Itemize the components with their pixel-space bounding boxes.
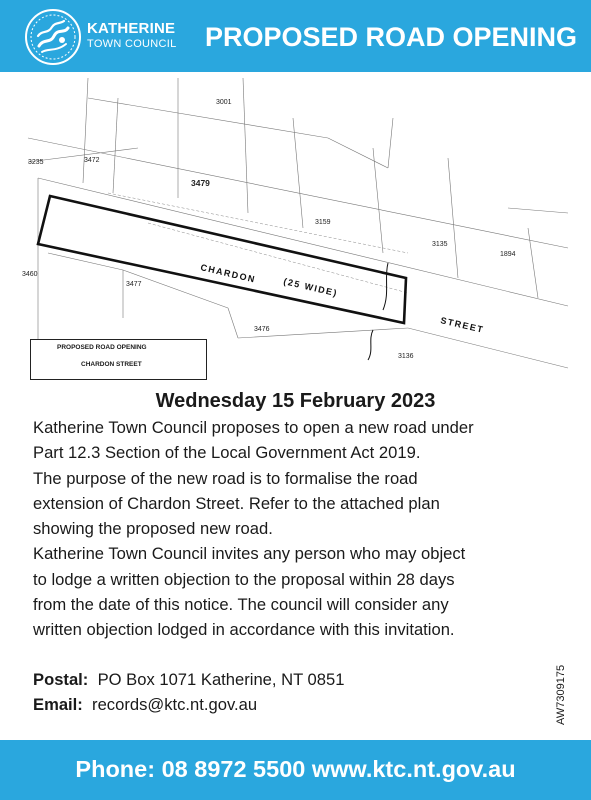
body-line: showing the proposed new road.	[33, 519, 273, 539]
lot-label: 3476	[254, 326, 270, 333]
email-label: Email:	[33, 695, 83, 715]
body-line: from the date of this notice. The council will consider any	[33, 595, 449, 615]
body-line: to lodge a written objection to the proposal within 28 days	[33, 569, 455, 589]
road-plan-map	[22, 78, 568, 380]
body-line: Katherine Town Council invites any person who may object	[33, 544, 466, 564]
postal-address: PO Box 1071 Katherine, NT 0851	[97, 670, 345, 689]
lot-label: 3136	[398, 353, 414, 360]
plan-label-box	[30, 339, 207, 380]
postal-label: Postal:	[33, 670, 89, 689]
email-row	[33, 692, 344, 717]
reference-code: AW7309175	[555, 664, 567, 725]
lot-label: 3235	[28, 159, 44, 166]
lot-label: 3159	[315, 219, 331, 226]
footer-banner	[0, 740, 591, 800]
email-address[interactable]: records@ktc.nt.gov.au	[92, 695, 258, 715]
lot-label: 3135	[432, 241, 448, 248]
body-line: extension of Chardon Street. Refer to the attached plan	[33, 493, 440, 513]
proposed-road-outline	[38, 196, 406, 323]
street-label-street: STREET	[439, 315, 486, 335]
notice-date: Wednesday 15 February 2023	[155, 390, 436, 412]
page-title: PROPOSED ROAD OPENING	[205, 22, 578, 52]
body-line: Katherine Town Council proposes to open a new road under	[33, 418, 474, 437]
lot-label: 3460	[22, 271, 38, 278]
postal-row	[33, 667, 344, 692]
footer-contact: Phone: 08 8972 5500 www.ktc.nt.gov.au	[75, 756, 516, 782]
street-label-chardon: CHARDON	[199, 262, 257, 285]
lot-label: 1894	[500, 251, 516, 258]
notice-body	[33, 415, 573, 643]
lot-label: 3472	[84, 157, 100, 164]
lot-label: 3001	[216, 99, 232, 106]
body-line: The purpose of the new road is to formalise the road	[33, 468, 418, 488]
body-line: Part 12.3 Section of the Local Government Act 2019.	[33, 443, 421, 463]
lot-label: 3477	[126, 281, 142, 288]
council-name: KATHERINE	[87, 20, 176, 37]
header-banner	[0, 0, 591, 72]
council-subtitle: TOWN COUNCIL	[87, 38, 177, 50]
lot-label: 3479	[191, 178, 210, 188]
plan-label-line2: CHARDON STREET	[81, 361, 142, 368]
street-label-width: (25 WIDE)	[282, 276, 339, 299]
body-line: written objection lodged in accordance with this invitation.	[33, 620, 455, 640]
contact-details	[33, 667, 344, 718]
council-logo-icon	[24, 8, 82, 66]
plan-label-line1: PROPOSED ROAD OPENING	[57, 344, 147, 351]
